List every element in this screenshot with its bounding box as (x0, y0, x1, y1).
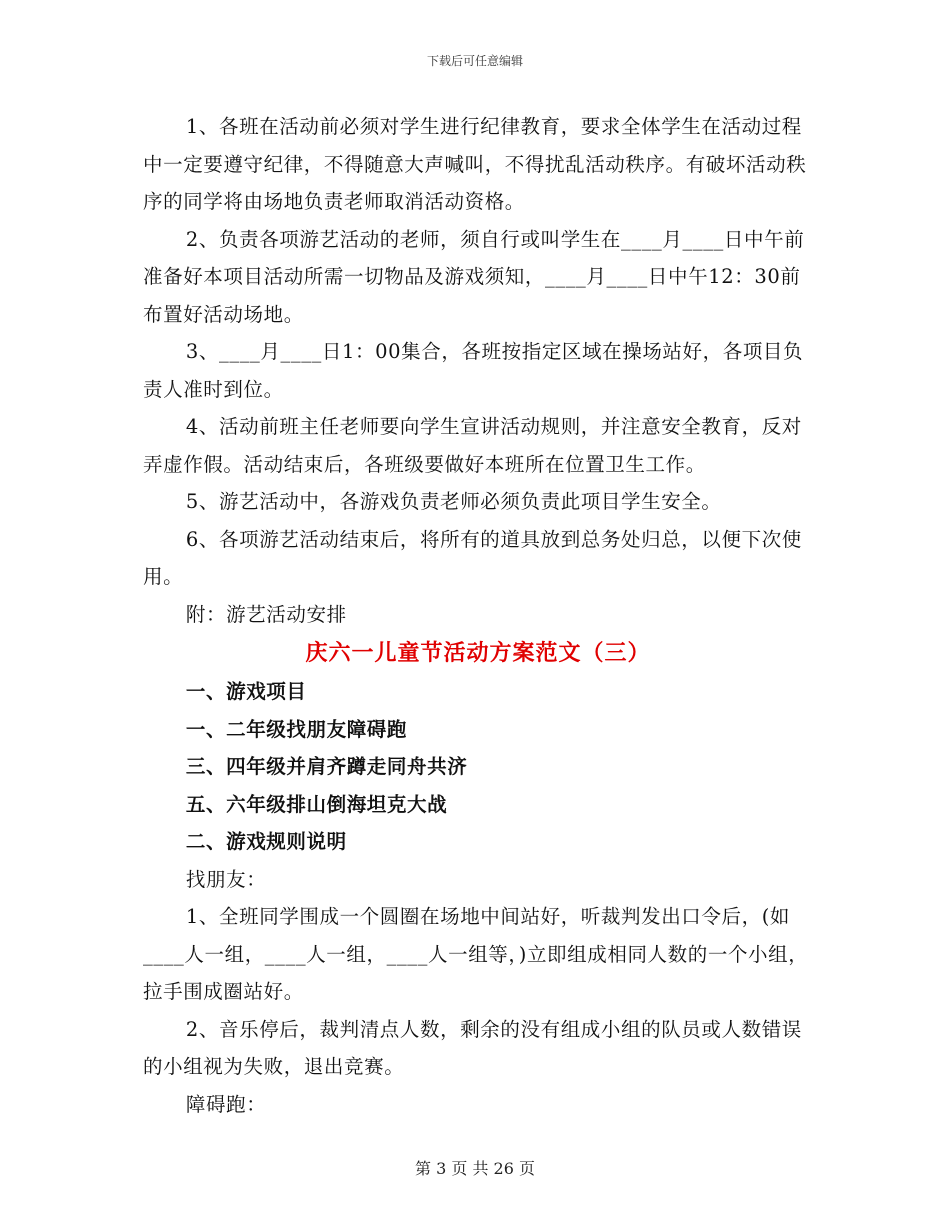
paragraph-rule-1: 1、各班在活动前必须对学生进行纪律教育，要求全体学生在活动过程中一定要遵守纪律，不得随意大声喊叫，不得扰乱活动秩序。有破坏活动秩序的同学将由场地负责老师取消活动资格。 (143, 115, 807, 213)
paragraph-rule-4: 4、活动前班主任老师要向学生宣讲活动规则，并注意安全教育，反对弄虚作假。活动结束后，各班级要做好本班所在位置卫生工作。 (143, 415, 802, 476)
bold-item-grade-3-4: 三、四年级并肩齐蹲走同舟共济 (185, 755, 468, 778)
page-header: 下载后可任意编辑 (426, 54, 523, 68)
paragraph-find-friends: 找朋友： (185, 867, 267, 891)
bold-item-grade-1-2: 一、二年级找朋友障碍跑 (185, 717, 407, 741)
paragraph-rule-5: 5、游艺活动中，各游戏负责老师必须负责此项目学生安全。 (185, 490, 722, 513)
bold-item-game-projects: 一、游戏项目 (185, 680, 307, 703)
paragraph-rule-6: 6、各项游艺活动结束后，将所有的道具放到总务处归总，以便下次使用。 (143, 527, 802, 588)
paragraph-appendix: 附：游艺活动安排 (185, 602, 347, 626)
paragraph-rule-2: 2、负责各项游艺活动的老师，须自行或叫学生在____月____日中午前准备好本项目活动所需一切物品及游戏须知，____月____日中午12：30前布置好活动场地。 (143, 227, 805, 326)
bold-item-grade-5-6: 五、六年级排山倒海坦克大战 (185, 792, 448, 816)
bold-item-rules: 二、游戏规则说明 (185, 830, 347, 853)
page-footer: 第 3 页 共 26 页 (415, 1159, 535, 1178)
paragraph-obstacle-run: 障碍跑： (185, 1092, 267, 1116)
paragraph-find-friends-2: 2、音乐停后，裁判清点人数，剩余的没有组成小组的队员或人数错误的小组视为失败，退出竞赛。 (143, 1017, 802, 1078)
paragraph-find-friends-1: 1、全班同学围成一个圆圈在场地中间站好，听裁判发出口令后，(如____人一组，____人一组，____人一组等，)立即组成相同人数的一个小组，拉手围成圈站好。 (143, 905, 809, 1003)
paragraph-rule-3: 3、____月____日1：00集合，各班按指定区域在操场站好，各项目负责人准时到位。 (143, 340, 804, 401)
document-body (143, 108, 813, 1123)
section-title: 庆六一儿童节活动方案范文（三） (305, 640, 651, 666)
